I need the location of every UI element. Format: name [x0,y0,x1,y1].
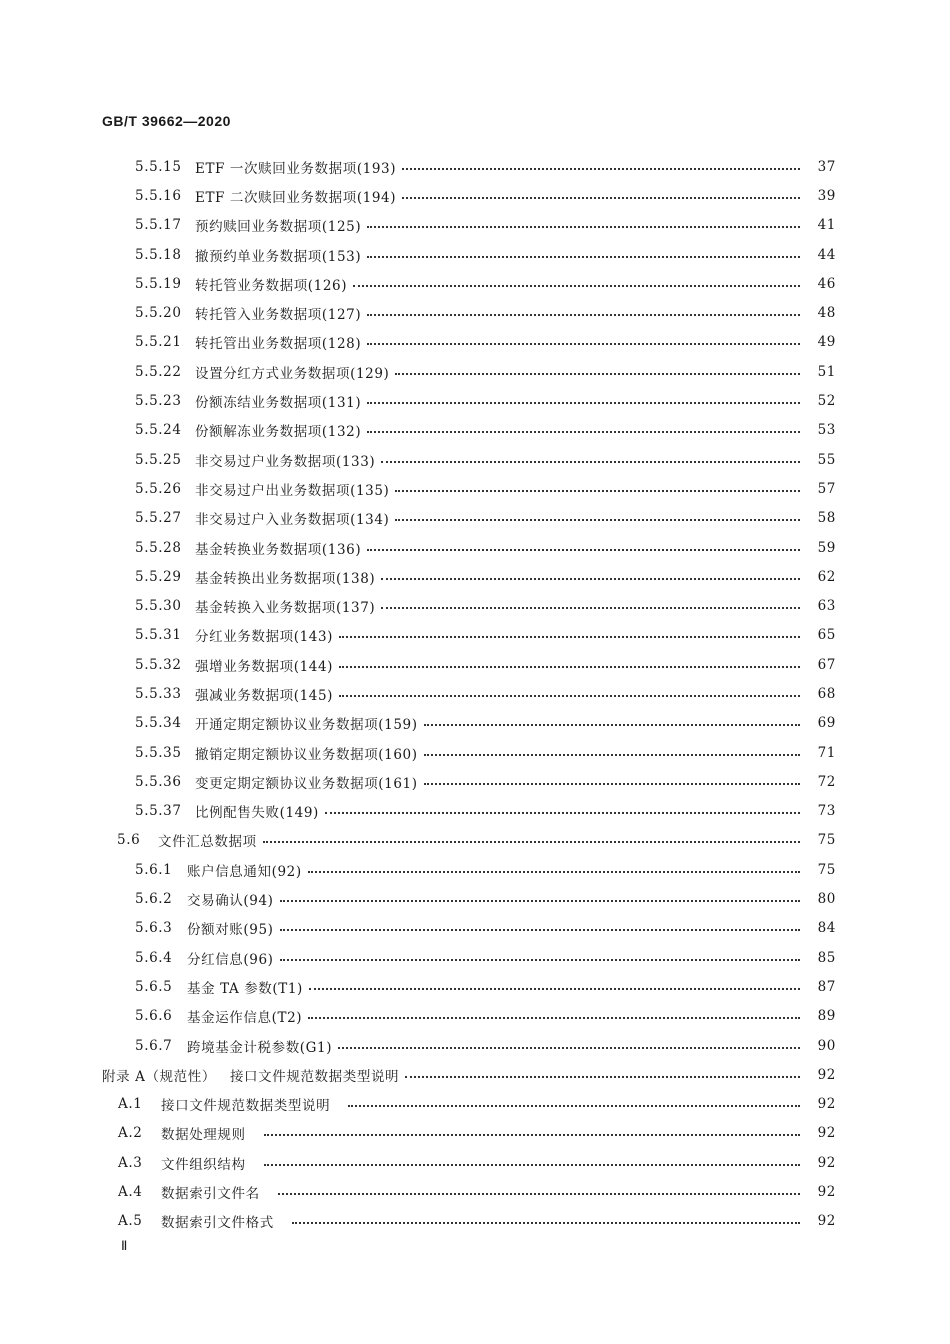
toc-entry-number: 5.5.25 [135,451,182,468]
toc-entry-page: 92 [817,1184,836,1201]
toc-entry-title: 基金运作信息(T2) [187,1010,303,1027]
toc-entry-page: 46 [817,275,836,292]
dot-leader [308,871,800,873]
toc-entry-title: 非交易过户入业务数据项(134) [195,512,390,529]
toc-entry-title: 比例配售失败(149) [195,805,319,822]
toc-entry-page: 41 [817,217,836,234]
toc-entry-title: 强增业务数据项(144) [195,658,334,675]
toc-entry-page: 37 [817,158,836,175]
toc-entry-title: ETF 二次赎回业务数据项(194) [195,189,397,206]
toc-entry-page: 49 [817,334,836,351]
toc-entry-number: 附录 A（规范性） [102,1068,216,1085]
dot-leader [395,373,800,375]
toc-entry-number: A.5 [118,1213,143,1230]
toc-entry-title: 文件汇总数据项 [158,834,257,851]
toc-entry-title: 转托管入业务数据项(127) [195,307,362,324]
toc-entry-title: 数据索引文件名 [161,1186,260,1203]
toc-entry-title: 跨境基金计税参数(G1) [187,1039,333,1056]
toc-entry-number: 5.5.17 [135,217,182,234]
toc-entry[interactable] [0,767,950,796]
dot-leader [308,1017,800,1019]
toc-entry[interactable] [0,591,950,620]
toc-entry-number: 5.5.16 [135,187,182,204]
toc-entry-page: 67 [817,656,836,673]
toc-entry-title: 基金转换入业务数据项(137) [195,600,376,617]
toc-entry-number: 5.6.1 [135,861,173,878]
dot-leader [402,197,800,199]
dot-leader [353,285,800,287]
toc-entry-page: 69 [817,715,836,732]
toc-entry[interactable] [0,504,950,533]
toc-entry[interactable] [0,562,950,591]
toc-entry-title: 变更定期定额协议业务数据项(161) [195,775,418,792]
toc-entry-title: 转托管出业务数据项(128) [195,336,362,353]
toc-entry-page: 80 [817,891,836,908]
toc-entry-page: 63 [817,598,836,615]
dot-leader [325,812,800,814]
toc-entry-title: 非交易过户业务数据项(133) [195,453,376,470]
toc-entry[interactable] [0,884,950,913]
toc-entry-page: 57 [817,480,836,497]
toc-entry[interactable] [0,1090,950,1119]
toc-entry-page: 73 [817,803,836,820]
toc-entry-title: 撤销定期定额协议业务数据项(160) [195,746,418,763]
toc-entry-number: 5.5.21 [135,334,182,351]
toc-entry-number: 5.5.33 [135,685,182,702]
toc-entry-title: 份额解冻业务数据项(132) [195,424,362,441]
toc-entry[interactable] [0,416,950,445]
toc-entry-page: 84 [817,920,836,937]
toc-entry-page: 51 [817,363,836,380]
toc-entry[interactable] [0,152,950,181]
toc-entry-title: 基金转换业务数据项(136) [195,541,362,558]
toc-entry[interactable] [0,533,950,562]
toc-entry-number: A.3 [118,1154,143,1171]
toc-entry-title: 转托管业务数据项(126) [195,277,348,294]
toc-entry-title: 接口文件规范数据类型说明 [161,1098,331,1115]
toc-entry[interactable] [0,621,950,650]
toc-entry[interactable] [0,445,950,474]
toc-entry-number: 5.6.3 [135,920,173,937]
toc-entry-number: A.1 [118,1096,143,1113]
toc-entry-page: 65 [817,627,836,644]
toc-entry-page: 89 [817,1008,836,1025]
toc-entry[interactable] [0,181,950,210]
dot-leader [309,988,800,990]
toc-entry-title: 设置分红方式业务数据项(129) [195,365,390,382]
toc-entry[interactable] [0,1207,950,1236]
dot-leader [405,1076,800,1078]
toc-entry-number: A.4 [118,1184,143,1201]
toc-entry-page: 87 [817,978,836,995]
page-number-footer: Ⅱ [121,1238,128,1253]
dot-leader [367,314,800,316]
toc-entry-title: 撤预约单业务数据项(153) [195,248,362,265]
toc-entry-title: 接口文件规范数据类型说明 [229,1068,400,1085]
toc-entry-number: 5.5.37 [135,803,182,820]
dot-leader [381,578,800,580]
dot-leader [367,343,800,345]
toc-entry-title: 份额冻结业务数据项(131) [195,395,362,412]
toc-entry[interactable] [0,240,950,269]
toc-entry-number: 5.6.2 [135,891,173,908]
dot-leader [367,226,800,228]
dot-leader [424,724,800,726]
toc-entry-page: 44 [817,246,836,263]
toc-entry[interactable] [0,1060,950,1089]
toc-entry-title: 基金 TA 参数(T1) [187,980,303,997]
toc-entry-number: 5.5.18 [135,246,182,263]
toc-entry-number: 5.5.31 [135,627,182,644]
dot-leader [367,431,800,433]
toc-entry-title: ETF 一次赎回业务数据项(193) [195,160,397,177]
toc-entry-title: 分红业务数据项(143) [195,629,334,646]
toc-entry-number: 5.5.28 [135,539,182,556]
dot-leader [280,900,800,902]
toc-entry-title: 预约赎回业务数据项(125) [195,219,362,236]
toc-entry-number: 5.5.32 [135,656,182,673]
toc-entry[interactable] [0,1177,950,1206]
toc-entry-title: 文件组织结构 [161,1156,246,1173]
toc-entry-page: 59 [817,539,836,556]
toc-entry-page: 92 [817,1125,836,1142]
toc-entry[interactable] [0,386,950,415]
toc-entry[interactable] [0,357,950,386]
toc-entry-page: 71 [817,744,836,761]
toc-entry[interactable] [0,943,950,972]
toc-entry-page: 92 [817,1154,836,1171]
toc-entry-title: 数据索引文件格式 [161,1215,274,1232]
toc-entry-page: 39 [817,187,836,204]
toc-entry-title: 基金转换出业务数据项(138) [195,570,376,587]
toc-entry-title: 份额对账(95) [187,922,274,939]
toc-entry-number: 5.5.15 [135,158,182,175]
toc-entry-title: 交易确认(94) [187,893,274,910]
toc-entry-page: 92 [817,1096,836,1113]
toc-entry-title: 数据处理规则 [161,1127,246,1144]
toc-entry-title: 强减业务数据项(145) [195,687,334,704]
toc-entry-page: 92 [817,1213,836,1230]
toc-entry-number: 5.6.7 [135,1037,173,1054]
toc-entry-number: 5.6 [117,832,141,849]
toc-entry[interactable] [0,797,950,826]
dot-leader [367,549,800,551]
dot-leader [424,754,800,756]
dot-leader [292,1222,800,1224]
toc-entry-page: 75 [817,832,836,849]
toc-entry-title: 分红信息(96) [187,951,274,968]
toc-entry-number: 5.5.34 [135,715,182,732]
toc-entry[interactable] [0,650,950,679]
dot-leader [348,1105,800,1107]
toc-entry-number: 5.5.35 [135,744,182,761]
toc-entry-page: 72 [817,773,836,790]
dot-leader [402,168,800,170]
document-code-header: GB/T 39662—2020 [102,113,231,129]
toc-entry[interactable] [0,855,950,884]
toc-entry-page: 55 [817,451,836,468]
toc-entry[interactable] [0,826,950,855]
toc-entry-page: 92 [817,1066,836,1083]
dot-leader [264,1164,800,1166]
toc-entry-page: 85 [817,949,836,966]
toc-entry[interactable] [0,269,950,298]
toc-entry-page: 75 [817,861,836,878]
toc-entry[interactable] [0,1002,950,1031]
toc-entry-number: 5.5.36 [135,773,182,790]
toc-entry-page: 52 [817,393,836,410]
dot-leader [263,841,800,843]
toc-entry-number: 5.5.26 [135,480,182,497]
toc-entry-number: 5.6.6 [135,1008,173,1025]
dot-leader [367,256,800,258]
toc-entry[interactable] [0,1148,950,1177]
toc-entry-page: 68 [817,685,836,702]
toc-entry-page: 58 [817,510,836,527]
toc-entry-number: 5.5.22 [135,363,182,380]
toc-entry-title: 开通定期定额协议业务数据项(159) [195,717,418,734]
dot-leader [367,402,800,404]
toc-entry-number: 5.5.27 [135,510,182,527]
toc-entry-number: 5.5.20 [135,305,182,322]
dot-leader [381,461,800,463]
dot-leader [278,1193,800,1195]
toc-entry-number: A.2 [118,1125,143,1142]
toc-entry[interactable] [0,972,950,1001]
dot-leader [395,490,800,492]
toc-entry-number: 5.6.5 [135,978,173,995]
dot-leader [395,519,800,521]
toc-entry[interactable] [0,1031,950,1060]
toc-entry[interactable] [0,679,950,708]
toc-entry[interactable] [0,738,950,767]
dot-leader [339,666,800,668]
toc-entry[interactable] [0,709,950,738]
toc-entry-page: 90 [817,1037,836,1054]
dot-leader [339,695,800,697]
toc-entry[interactable] [0,298,950,327]
dot-leader [264,1134,800,1136]
toc-entry-page: 62 [817,568,836,585]
toc-entry[interactable] [0,211,950,240]
dot-leader [280,959,800,961]
toc-entry[interactable] [0,474,950,503]
toc-entry-title: 账户信息通知(92) [187,863,302,880]
toc-entry-number: 5.5.29 [135,568,182,585]
dot-leader [424,783,800,785]
toc-entry-page: 48 [817,305,836,322]
toc-entry[interactable] [0,914,950,943]
toc-entry-number: 5.5.24 [135,422,182,439]
dot-leader [339,636,800,638]
toc-entry[interactable] [0,328,950,357]
toc-entry-number: 5.6.4 [135,949,173,966]
toc-entry[interactable] [0,1119,950,1148]
dot-leader [381,607,800,609]
table-of-contents [0,152,950,1236]
toc-entry-number: 5.5.30 [135,598,182,615]
dot-leader [280,929,800,931]
dot-leader [338,1047,800,1049]
toc-entry-number: 5.5.23 [135,393,182,410]
toc-entry-number: 5.5.19 [135,275,182,292]
toc-entry-title: 非交易过户出业务数据项(135) [195,482,390,499]
toc-entry-page: 53 [817,422,836,439]
